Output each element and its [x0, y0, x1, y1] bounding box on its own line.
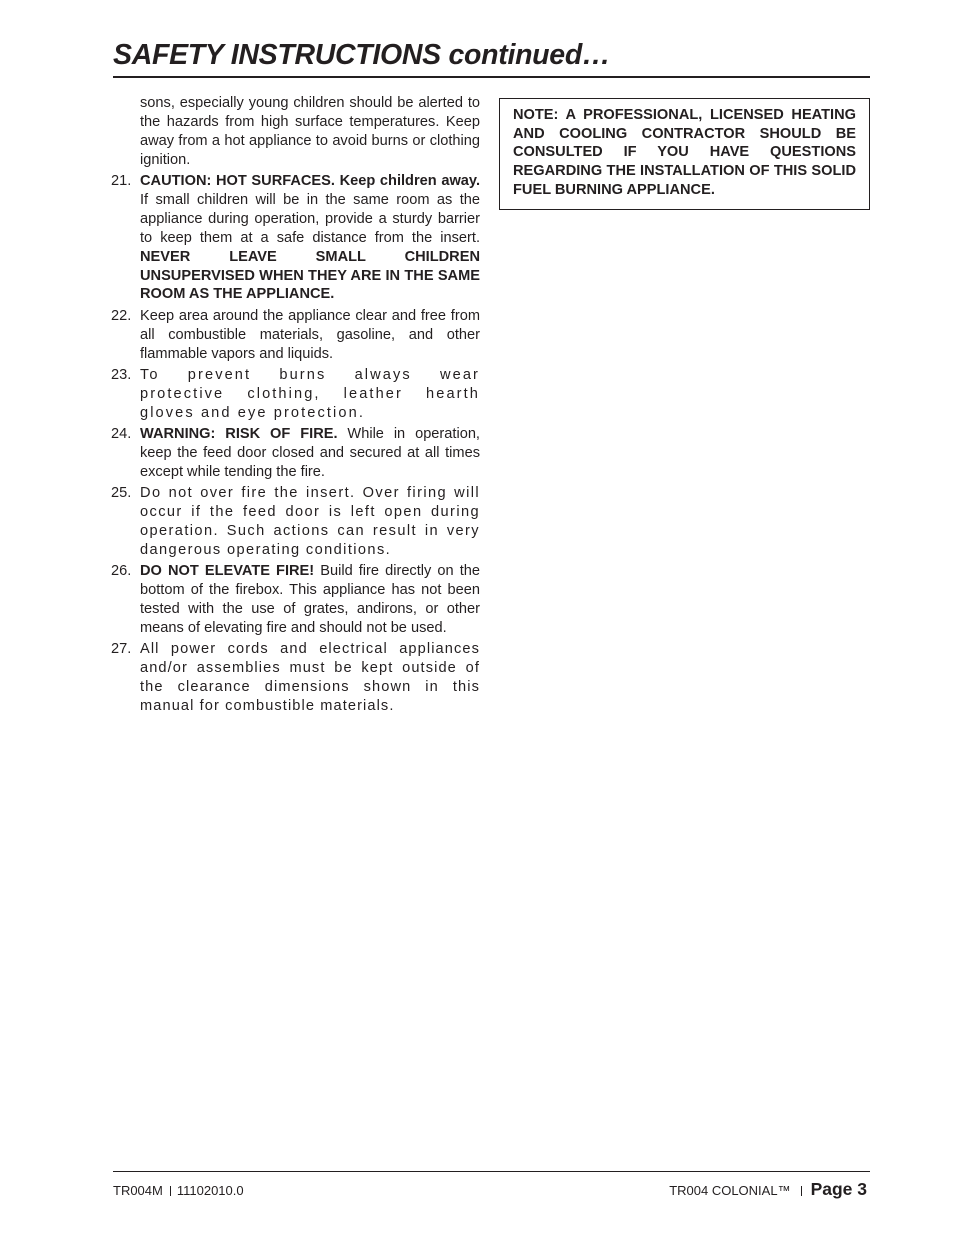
footer-separator	[170, 1186, 171, 1196]
page-title: SAFETY INSTRUCTIONS continued…	[113, 39, 611, 71]
item-number: 23.	[111, 366, 132, 383]
professional-contractor-note: NOTE: A PROFESSIONAL, LICENSED HEATING AND COOLING CONTRACTOR SHOULD BE CONSULTED IF YOU HAVE QUESTIONS REGARDING THE INSTALLATION OF THIS SOLID FUEL BURNING APPLIANCE.	[499, 98, 870, 210]
item-number: 26.	[111, 563, 132, 580]
instructions-column	[108, 94, 480, 716]
item-text	[140, 562, 480, 638]
footer-divider	[113, 1171, 870, 1172]
footer-page-info	[669, 1179, 867, 1201]
doc-number: 11102010.0	[176, 1183, 244, 1198]
item-body: Do not over fire the insert. Over firing will occur if the feed door is left open during operation. Such actions can result in very dangerous operating conditions.	[140, 485, 480, 558]
item-text	[140, 172, 480, 304]
intro-paragraph: sons, especially young children should be alerted to the hazards from high surface temperatures. Keep away from a hot appliance to avoid burns or clothing ignition.	[140, 95, 480, 168]
item-number: 24.	[111, 425, 132, 442]
item-bold-tail: NEVER LEAVE SMALL CHILDREN UNSUPERVISED WHEN THEY ARE IN THE SAME ROOM AS THE APPLIANCE.	[140, 248, 480, 303]
item-body: If small children will be in the same room as the appliance during operation, provide a sturdy barrier to keep them at a safe distance from the insert.	[140, 191, 480, 246]
list-item-26	[108, 562, 480, 638]
item-body: Build fire directly on the bottom of the firebox. This appliance has not been tested with the use of grates, andirons, or other means of elevating fire and should not be used.	[140, 563, 480, 636]
list-item-24	[108, 425, 480, 482]
item-number: 25.	[111, 485, 132, 502]
footer-separator	[801, 1186, 802, 1196]
title-divider	[113, 76, 870, 78]
list-item-23	[108, 366, 480, 423]
doc-code: TR004M	[113, 1183, 163, 1198]
item-body: While in operation, keep the feed door closed and secured at all times except while tending the fire.	[140, 425, 480, 480]
item-number: 27.	[111, 641, 132, 658]
item-bold-lead: CAUTION: HOT SURFACES. Keep children away.	[140, 173, 480, 190]
list-item-27	[108, 640, 480, 716]
item-body: All power cords and electrical appliances and/or assemblies must be kept outside of the clearance dimensions shown in this manual for combustible materials.	[140, 641, 480, 714]
list-item-22	[108, 307, 480, 364]
item-bold-lead: WARNING: RISK OF FIRE.	[140, 425, 338, 442]
product-name: TR004 COLONIAL™	[669, 1183, 791, 1198]
item-body: To prevent burns always wear protective clothing, leather hearth gloves and eye protection.	[140, 366, 480, 421]
instruction-list	[108, 172, 480, 716]
list-item-21	[108, 172, 480, 304]
footer-document-id	[113, 1182, 244, 1200]
item-number: 21.	[111, 173, 132, 190]
item-body: Keep area around the appliance clear and free from all combustible materials, gasoline, and other flammable vapors and liquids.	[140, 307, 480, 362]
page-number: Page 3	[810, 1179, 867, 1199]
item-bold-lead: DO NOT ELEVATE FIRE!	[140, 563, 315, 580]
item-number: 22.	[111, 307, 132, 324]
list-item-25	[108, 484, 480, 560]
item-text	[140, 425, 480, 482]
